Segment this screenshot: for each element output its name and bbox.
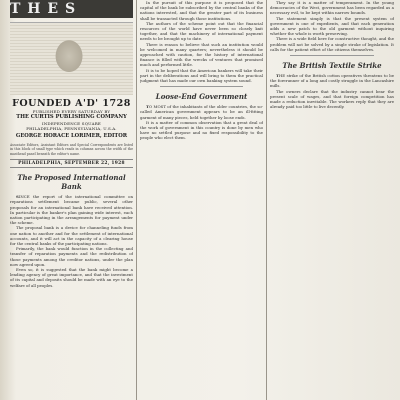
paragraph: There is reason to believe that such an institution would be welcomed in many quarters; nevertheless it should be approached with caution, for the history of international finance is filled with the wrecks of ventures that promised much and performed little.	[140, 41, 263, 68]
masthead: T H E S	[10, 0, 133, 18]
right-column	[270, 0, 394, 400]
paragraph: Even so, it is suggested that the bank might become a lending agency of great importance, and that the investment of its capital and deposits should be made with an eye to the welfare of all peoples.	[10, 267, 133, 288]
paragraph: SINCE the report of the international committee on reparations settlement became public, several other proposals for an international bank have received attention. In particular is the banker's plan gaining wide interest, each nation participating in the arrangements for payment under the scheme.	[10, 194, 133, 226]
paragraph: The proposal bank is a device for channeling funds from one nation to another and for the settlement of international accounts, and it will act in the capacity of a clearing house for the central banks of the participating nations.	[10, 225, 133, 247]
city-line: PHILADELPHIA, PENNSYLVANIA, U.S.A.	[26, 126, 117, 131]
paragraph: The owners declare that the industry cannot bear the present scale of wages, and that foreign competition has made a reduction inevitable. The workers reply that they are already paid too little to live decently.	[270, 88, 394, 110]
company-name: THE CURTIS PUBLISHING COMPANY	[16, 114, 127, 120]
editor-line: GEORGE HORACE LORIMER, EDITOR	[15, 133, 128, 139]
section-rule	[160, 86, 243, 87]
address-line: INDEPENDENCE SQUARE	[41, 121, 102, 126]
paragraph: It is to be hoped that the American bankers will take their part in the deliberations and will bring to them the practical judgment that has made our own banking system sound.	[140, 67, 263, 84]
staff-block: Associate Editors, Assistant Editors and Special Correspondents are listed in this block of small type which reads in columns across the width of the masthead panel beneath the editor's name.	[10, 143, 133, 156]
paragraph: There is a wide field here for constructive thought, and the problem will not be solved by a single stroke of legislation. It calls for the patient effort of the citizens themselves.	[270, 36, 394, 52]
section-rule	[290, 55, 374, 56]
column-divider	[136, 0, 137, 400]
column-divider	[266, 0, 267, 400]
paragraph: The statement simply is that the present system of government is one of expedients, and that each generation adds a new patch to the old garment without inquiring whether the whole is worth preserving.	[270, 15, 394, 37]
published-line: PUBLISHED EVERY SATURDAY BY	[32, 109, 111, 114]
founded-line: FOUNDED A'D' 1728	[12, 98, 131, 109]
paragraph: The authors of the scheme point out that the financial resources of the world have never been so closely knit together, and that the machinery of international payment needs to be brought up to date.	[140, 20, 263, 42]
middle-column	[140, 0, 263, 400]
section-heading-bank: The Proposed International Bank	[17, 173, 126, 192]
paragraph: In the pursuit of this purpose it is proposed that the capital of the bank be subscribed by the central banks of the nations interested, and that the greater part of its business shall be transacted through those institutions.	[140, 0, 263, 21]
paragraph: THE strike of the British cotton operatives threatens to be the forerunner of a long and costly struggle in the Lancashire mills.	[270, 73, 394, 89]
section-heading-textile: The British Textile Strike	[282, 61, 382, 71]
date-line: PHILADELPHIA, SEPTEMBER 22, 1928	[10, 159, 133, 168]
section-heading-government: Loose-End Government	[155, 92, 248, 102]
franklin-portrait	[10, 22, 133, 95]
paragraph: It is a matter of common observation that a great deal of the work of government in this country is done by men who have no settled purpose and no fixed responsibility to the people who elect them.	[140, 119, 263, 141]
paragraph: They say it is a matter of temperament. In the young democracies of the West, government has been regarded as a necessary evil, to be kept within narrow bounds.	[270, 0, 394, 16]
paragraph: Primarily, the bank would function in the collecting and transfer of reparation payments and the redistribution of those payments among the creditor nations, under the plan now agreed upon.	[10, 246, 133, 267]
paragraph: TO MOST of the inhabitants of the older countries, the so-called American government appears to be an ill-fitting garment of many pieces, held together by loose ends.	[140, 104, 263, 120]
left-column	[10, 0, 133, 400]
